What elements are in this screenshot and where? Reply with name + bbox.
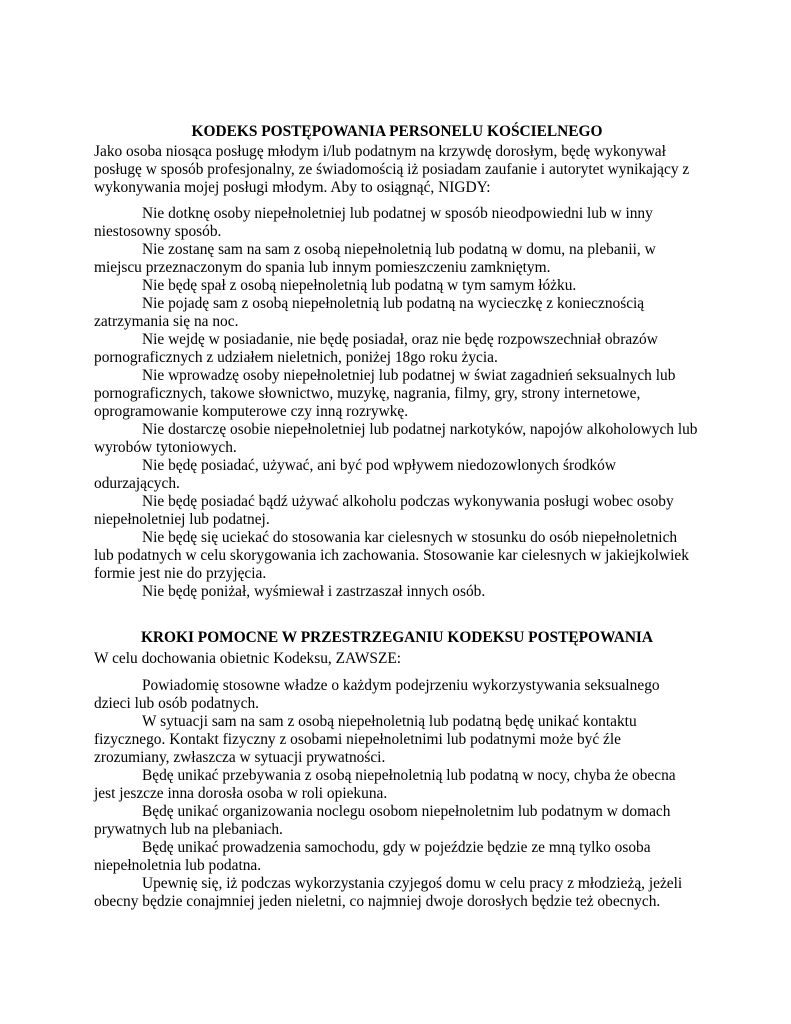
list-item: Nie będę się uciekać do stosowania kar cielesnych w stosunku do osób niepełnoletnich lub podatnych w celu skorygowania ich zachowania. Stosowanie kar cielesnych w jakiejkolwiek formie jest nie do przyjęcia. xyxy=(94,529,689,582)
list-item: Nie dostarczę osobie niepełnoletniej lub podatnej narkotyków, napojów alkoholowych lub wyrobów tytoniowych. xyxy=(94,421,698,456)
list-item: Nie będę poniżał, wyśmiewał i zastrzaszał innych osób. xyxy=(142,583,486,600)
section-title: KODEKS POSTĘPOWANIA PERSONELU KOŚCIELNEGO xyxy=(191,123,603,140)
list-item: Nie będę posiadać, używać, ani być pod wpływem niedozowlonych środków odurzających. xyxy=(94,457,616,492)
prohibition-list xyxy=(94,205,700,601)
document-body xyxy=(94,123,700,911)
list-item: Nie pojadę sam z osobą niepełnoletnią lub podatną na wycieczkę z koniecznością zatrzymania się na noc. xyxy=(94,295,645,330)
commitment-list xyxy=(94,677,700,911)
list-item: Upewnię się, iż podczas wykorzystania czyjegoś domu w celu pracy z młodzieżą, jeżeli obecny będzie conajmniej jeden nieletni, co najmniej dwoje dorosłych będzie też obecnych. xyxy=(94,875,683,910)
list-item: Powiadomię stosowne władze o każdym podejrzeniu wykorzystywania seksualnego dzieci lub osób podatnych. xyxy=(94,677,660,712)
list-item: Nie będę spał z osobą niepełnoletnią lub podatną w tym samym łóżku. xyxy=(142,277,577,294)
list-item: Nie będę posiadać bądź używać alkoholu podczas wykonywania posługi wobec osoby niepełnoletniej lub podatnej. xyxy=(94,493,674,528)
list-item: Nie dotknę osoby niepełnoletniej lub podatnej w sposób nieodpowiedni lub w inny niestosowny sposób. xyxy=(94,205,653,240)
list-item: W sytuacji sam na sam z osobą niepełnoletnią lub podatną będę unikać kontaktu fizycznego. Kontakt fizyczny z osobami niepełnoletnimi lub podatnymi może być źle zrozumiany, zwłaszcza w sytuacji prywatności. xyxy=(94,713,637,766)
section-intro: Jako osoba niosąca posługę młodym i/lub podatnym na krzywdę dorosłym, będę wykonywał posługę w sposób profesjonalny, ze świadomością iż posiadam zaufanie i autorytet wynikający z wykonywania mojej posługi młodym. Aby to osiągnąć, NIGDY: xyxy=(94,143,690,196)
list-item: Będę unikać organizowania noclegu osobom niepełnoletnim lub podatnym w domach prywatnych lub na plebaniach. xyxy=(94,803,671,838)
list-item: Będę unikać przebywania z osobą niepełnoletnią lub podatną w nocy, chyba że obecna jest jeszcze inna dorosła osoba w roli opiekuna. xyxy=(94,767,676,802)
section-title: KROKI POMOCNE W PRZESTRZEGANIU KODEKSU POSTĘPOWANIA xyxy=(140,629,654,646)
list-item: Nie wejdę w posiadanie, nie będę posiadał, oraz nie będę rozpowszechniał obrazów pornograficznych z udziałem nieletnich, poniżej 18go roku życia. xyxy=(94,331,658,366)
list-item: Będę unikać prowadzenia samochodu, gdy w pojeździe będzie ze mną tylko osoba niepełnoletnia lub podatna. xyxy=(94,839,651,874)
list-item: Nie zostanę sam na sam z osobą niepełnoletnią lub podatną w domu, na plebanii, w miejscu przeznaczonym do spania lub innym pomieszczeniu zamkniętym. xyxy=(94,241,656,276)
section-intro: W celu dochowania obietnic Kodeksu, ZAWSZE: xyxy=(94,650,402,667)
list-item: Nie wprowadzę osoby niepełnoletniej lub podatnej w świat zagadnień seksualnych lub pornograficznych, takowe słownictwo, muzykę, nagrania, filmy, gry, strony internetowe, oprogramowanie komputerowe czy inną rozrywkę. xyxy=(94,367,676,420)
helpful-steps-section xyxy=(94,629,700,911)
code-of-conduct-section xyxy=(94,123,700,601)
